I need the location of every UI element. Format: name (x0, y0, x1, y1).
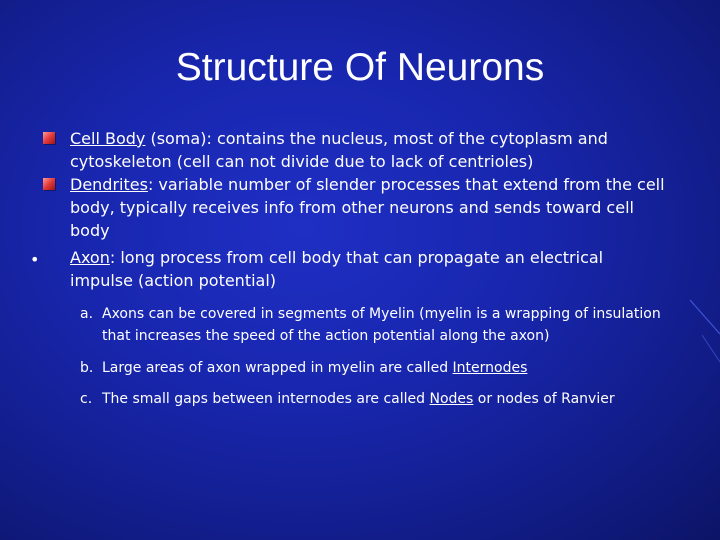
subpoint-text (102, 388, 670, 410)
subpoint-a (80, 303, 670, 347)
bullet-text: (soma): contains the nucleus, most of the cytoplasm and cytoskeleton (cell can not divide due to lack of centrioles) (70, 129, 608, 171)
subpoint-text-before: Large areas of axon wrapped in myelin are called (102, 360, 453, 376)
subpoint-text-before: The small gaps between internodes are called (102, 391, 430, 407)
bullet-text: : variable number of slender processes that extend from the cell body, typically receives info from other neurons and sends toward cell body (70, 175, 665, 240)
term-internodes: Internodes (452, 360, 528, 376)
decorative-line (690, 300, 720, 334)
bullet-text: : long process from cell body that can propagate an electrical impulse (action potential) (70, 248, 604, 290)
term-nodes: Nodes (429, 391, 474, 407)
dot-bullet-icon: • (30, 250, 40, 269)
red-square-bullet-icon (43, 132, 55, 144)
term-dendrites: Dendrites (70, 175, 148, 194)
decorative-line (702, 335, 720, 362)
slide-title: Structure Of Neurons (175, 46, 545, 89)
term-axon: Axon (70, 248, 110, 267)
term-cell-body: Cell Body (70, 129, 146, 148)
subpoint-text: Axons can be covered in segments of Myelin (myelin is a wrapping of insulation that increases the speed of the action potential along the axon) (102, 306, 661, 344)
subpoint-c (80, 388, 670, 410)
bullet-cell-body (70, 127, 670, 173)
bullet-axon (70, 246, 670, 292)
subpoint-text-after: or nodes of Ranvier (473, 391, 615, 407)
subpoint-marker: c. (80, 391, 93, 407)
subpoint-marker: b. (80, 360, 94, 376)
subpoint-b (80, 357, 670, 379)
bullet-dendrites (70, 173, 670, 242)
red-square-bullet-icon (43, 178, 55, 190)
subpoint-text (102, 357, 670, 379)
subpoint-marker: a. (80, 306, 94, 322)
